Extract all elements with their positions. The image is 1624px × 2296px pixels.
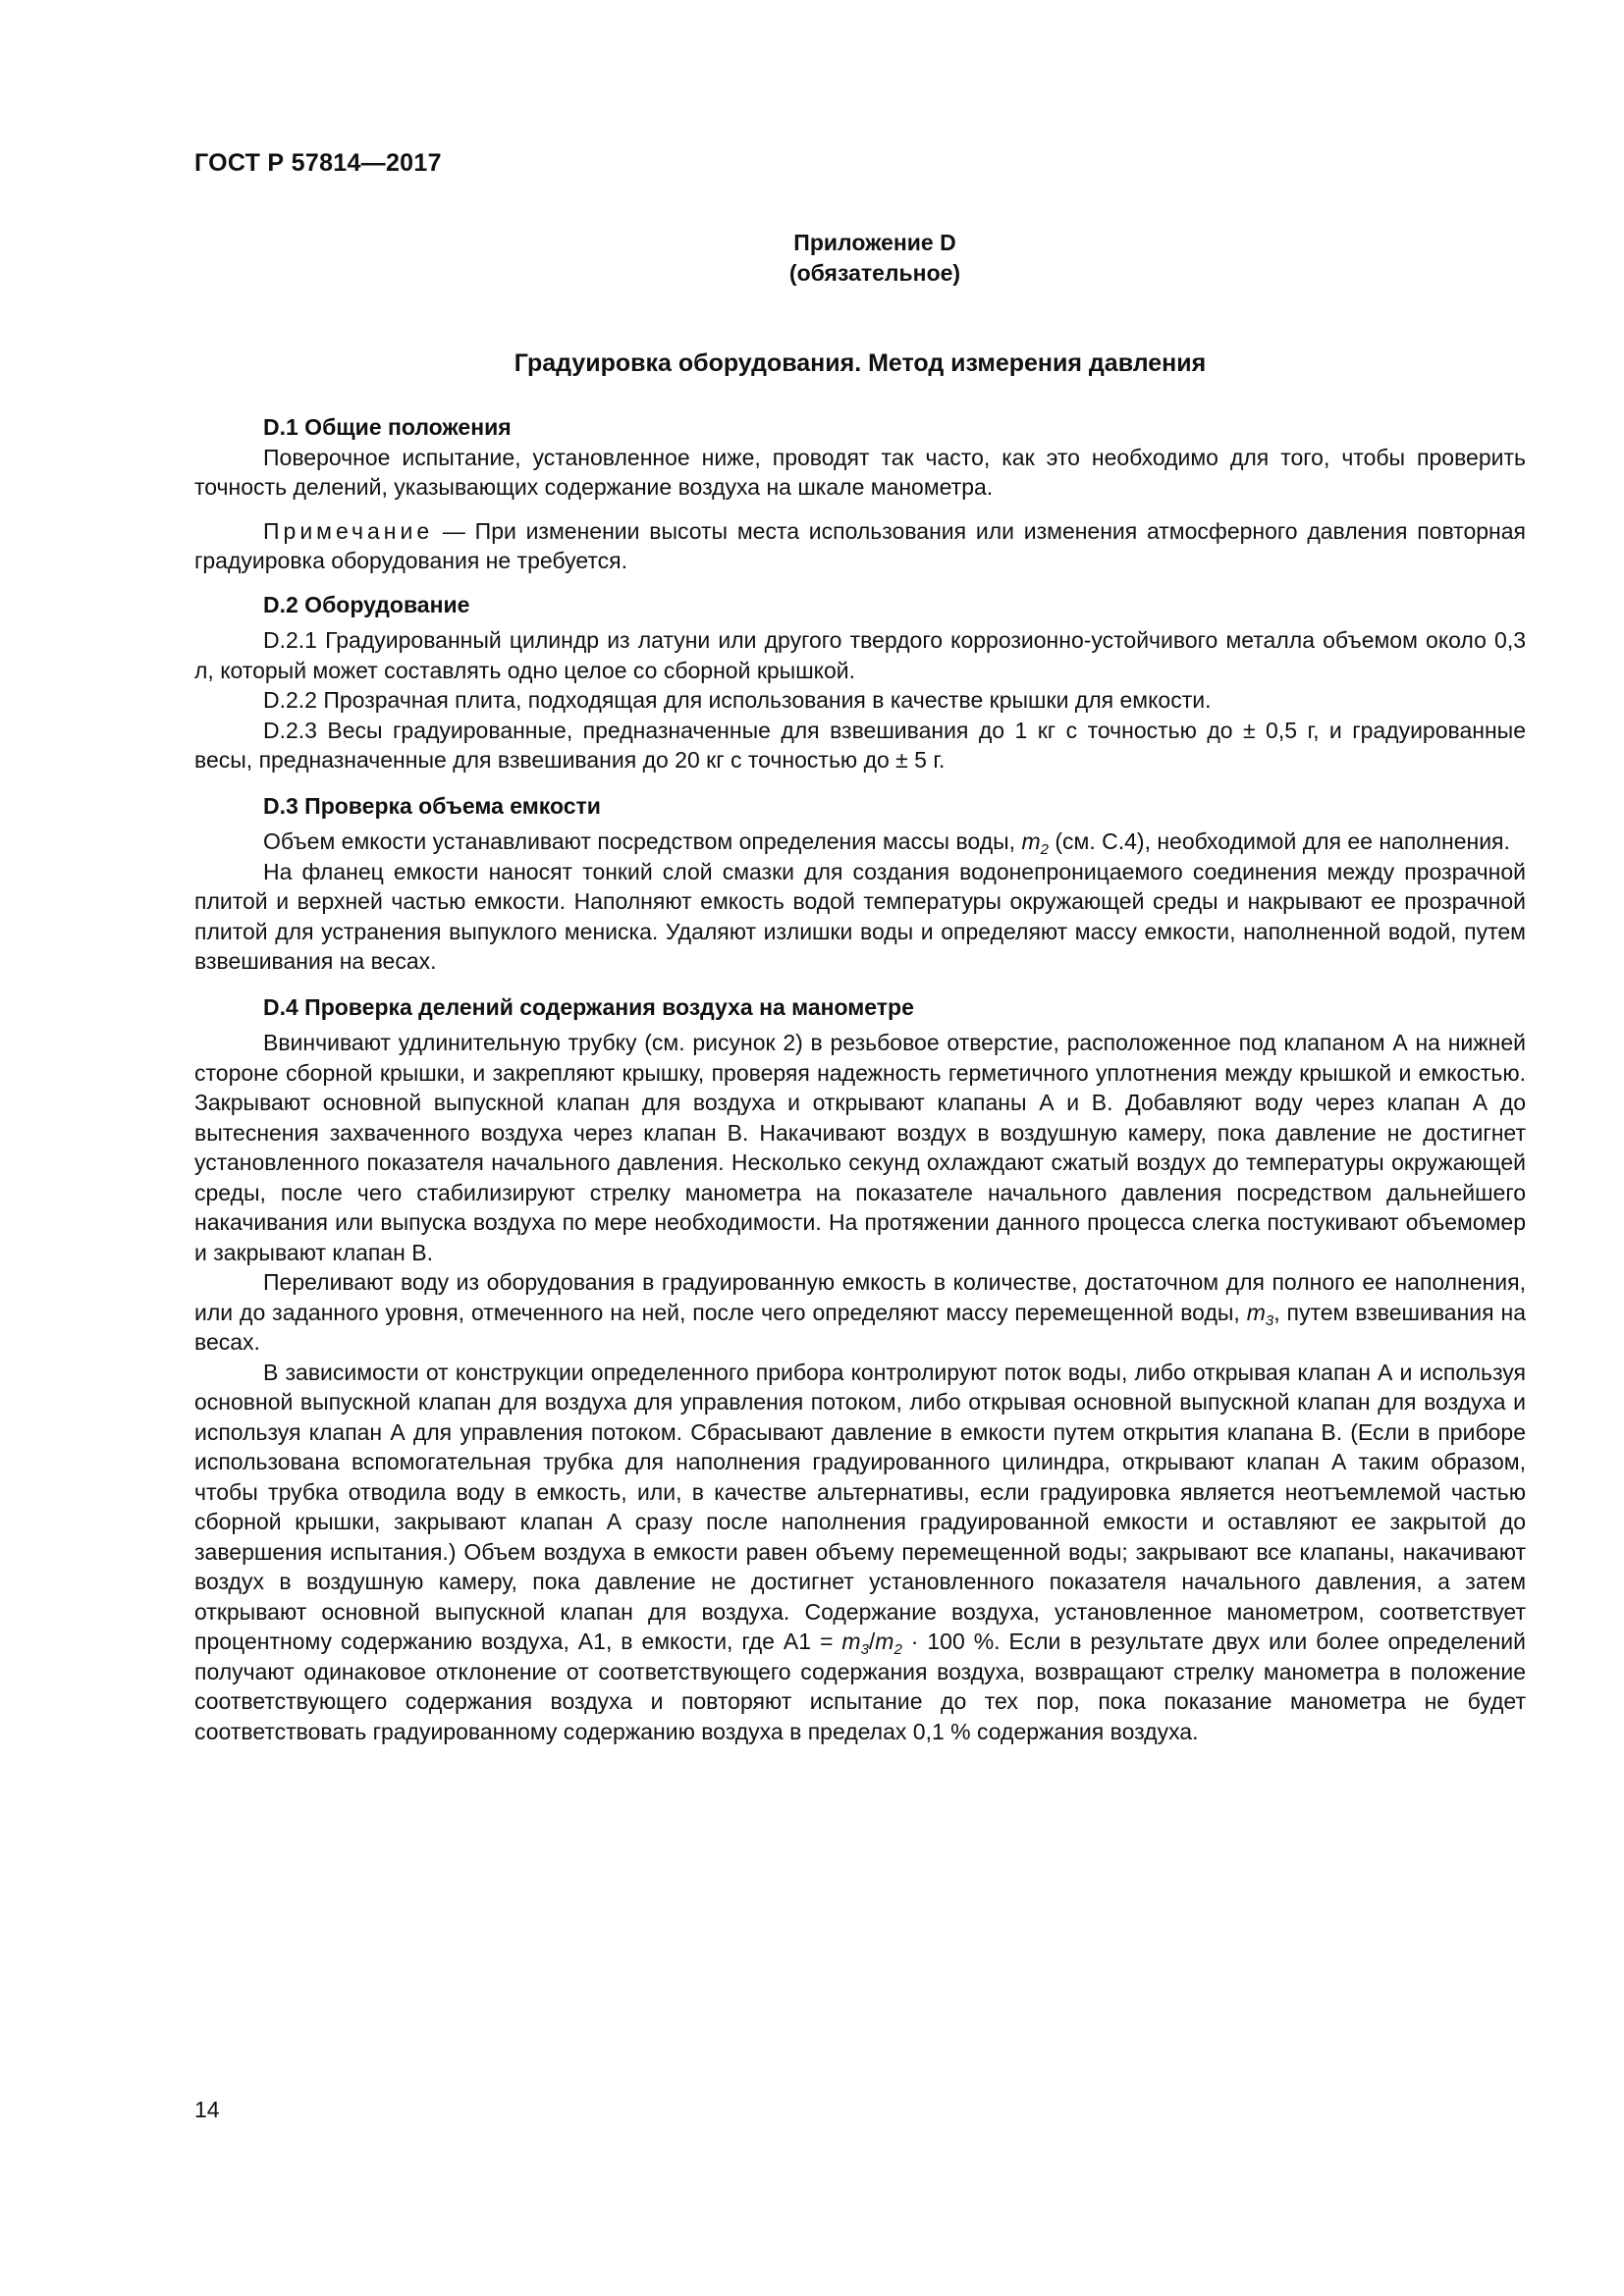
paragraph: D.2.1 Градуированный цилиндр из латуни или другого твердого коррозионно-устойчивого металла объемом около 0,3 л, который может составлять одно целое со сборной крышкой.	[194, 627, 1526, 683]
variable-m3: $m_3$	[1246, 1299, 1274, 1329]
note-text: — При изменении высоты места использования или изменения атмосферного давления повторная градуировка оборудования не требуется.	[194, 517, 1526, 573]
paragraph: D.2.3 Весы градуированные, предназначенные для взвешивания до 1 кг с точностью до ± 0,5 г, и градуированные весы, предназначенные для взвешивания до 20 кг с точностью до ± 5 г.	[194, 717, 1526, 773]
section-heading-d2: D.2 Оборудование	[263, 591, 470, 617]
appendix-label: Приложение D	[793, 230, 956, 255]
paragraph: Переливают воду из оборудования в градуированную емкость в количестве, достаточном для полного ее наполнения, или до заданного уровня, отмеченного на ней, после чего определяют массу перемещенной воды, $m_3$, путем взвешивания на весах.	[194, 1269, 1526, 1355]
variable-m3: $m_3$	[841, 1629, 869, 1658]
paragraph: На фланец емкости наносят тонкий слой смазки для создания водонепроницаемого соединения между прозрачной плитой и верхней частью емкости. Наполняют емкость водой температуры окружающей среды и накрывают ее прозрачной плитой для устранения выпуклого мениска. Удаляют излишки воды и определяют массу емкости, наполненной водой, путем взвешивания на весах.	[194, 858, 1526, 974]
note	[194, 516, 1526, 576]
paragraph: В зависимости от конструкции определенного прибора контролируют поток воды, либо открывая клапан А и используя основной выпускной клапан для воздуха для управления потоком, либо открывая основной выпускной клапан для воздуха и используя клапан А для управления потоком. Сбрасывают давление в емкости путем открытия клапана В. (Если в приборе использована вспомогательная трубка для наполнения градуированного цилиндра, открывают клапан А таким образом, чтобы трубка отводила воду в емкость, или, в качестве альтернативы, если градуировка является неотъемлемой частью сборной крышки, закрывают клапан А сразу после наполнения градуированной емкости и оставляют ее закрытой до завершения испытания.) Объем воздуха в емкости равен объему перемещенной воды; закрывают все клапаны, накачивают воздух в воздушную камеру, пока давление не достигнет установленного показателя начального давления, а затем открывают основной выпускной клапан для воздуха. Содержание воздуха, установленное манометром, соответствует процентному содержанию воздуха, А1, в емкости, где $А1 = m_3/m_2 \cdot 100$ %. Если в результате двух или более определений получают одинаковое отклонение от соответствующего содержания воздуха, возвращают стрелку манометра в положение соответствующего содержания воздуха и повторяют испытание до тех пор, пока показание манометра не будет соответствовать градуированному содержанию воздуха в пределах 0,1 % содержания воздуха.	[194, 1359, 1526, 1744]
variable-m2: $m_2$	[1021, 828, 1049, 858]
paragraph: Ввинчивают удлинительную трубку (см. рисунок 2) в резьбовое отверстие, расположенное под клапаном А на нижней стороне сборной крышки, и закрепляют крышку, проверяя надежность герметичного уплотнения между крышкой и емкостью. Закрывают основной выпускной клапан для воздуха и открывают клапаны А и В. Добавляют воду через клапан А до вытеснения захваченного воздуха через клапан В. Накачивают воздух в воздушную камеру, пока давление не достигнет установленного показателя начального давления. Несколько секунд охлаждают сжатый воздух до температуры окружающей среды, после чего стабилизируют стрелку манометра на показателе начального давления посредством дальнейшего накачивания или выпуска воздуха по мере необходимости. На протяжении данного процесса слегка постукивают объемомер и закрывают клапан В.	[194, 1030, 1526, 1265]
appendix-heading	[194, 228, 1526, 289]
document-id: ГОСТ Р 57814—2017	[194, 149, 442, 177]
page-number: 14	[194, 2097, 220, 2122]
variable-m2: $m_2$	[875, 1629, 902, 1658]
paragraph: Поверочное испытание, установленное ниже, проводят так часто, как это необходимо для того, чтобы проверить точность делений, указывающих содержание воздуха на шкале манометра.	[194, 444, 1526, 500]
note-label: Примечание	[263, 517, 434, 544]
page-title: Градуировка оборудования. Метод измерения давления	[514, 349, 1207, 377]
section-heading-d3: D.3 Проверка объема емкости	[263, 792, 601, 819]
appendix-status: (обязательное)	[788, 260, 961, 286]
document-body	[194, 412, 1526, 1746]
section-heading-d4: D.4 Проверка делений содержания воздуха на манометре	[263, 993, 914, 1020]
section-heading-d1: D.1 Общие положения	[263, 414, 512, 440]
paragraph: D.2.2 Прозрачная плита, подходящая для использования в качестве крышки для емкости.	[263, 687, 1212, 713]
paragraph: Объем емкости устанавливают посредством определения массы воды, $m_2$ (см. С.4), необходимой для ее наполнения.	[263, 828, 1510, 858]
